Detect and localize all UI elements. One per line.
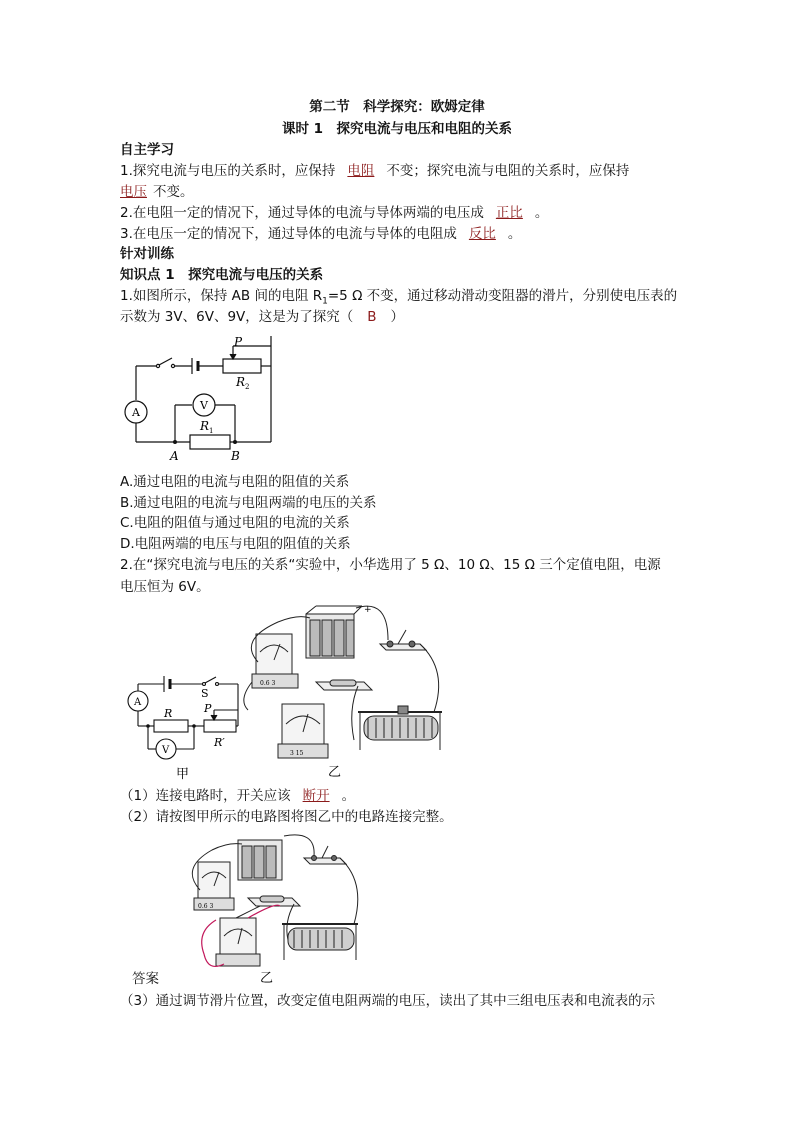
resistor-label: R <box>164 707 173 720</box>
switch-label: S <box>201 687 209 700</box>
problem-2-sub-1: （1）连接电路时，开关应该 断开 。 <box>120 788 356 804</box>
rheostat-label: R′ <box>214 736 225 749</box>
section-self-study: 自主学习 <box>120 142 174 158</box>
answer-blank: 反比 <box>468 226 496 242</box>
plus-sign: + <box>364 605 372 615</box>
slider-label: P <box>204 702 212 715</box>
option-c: C.电阻的阻值与通过电阻的电流的关系 <box>120 515 350 531</box>
knowledge-point-1: 知识点 1 探究电流与电压的关系 <box>120 267 324 283</box>
question-3: 3.在电压一定的情况下，通过导体的电流与导体的电阻成 反比 。 <box>120 226 522 242</box>
label-r1: R <box>200 419 210 433</box>
page-title: 第二节 科学探究：欧姆定律 <box>309 99 485 115</box>
label-p: P <box>234 335 243 349</box>
ammeter-label: A <box>132 406 140 419</box>
point-b-label: B <box>231 449 240 463</box>
answer-choice: B <box>367 309 377 325</box>
point-a-label: A <box>170 449 179 463</box>
answer-blank: 正比 <box>495 205 523 221</box>
problem-2-line-2: 电压恒为 6V。 <box>120 579 210 595</box>
question-1-line-1: 1.探究电流与电压的关系时，应保持 电阻 不变；探究电流与电阻的关系时，应保持 <box>120 163 630 179</box>
answer-equipment-picture <box>176 832 376 987</box>
caption-yi: 乙 <box>328 765 342 780</box>
option-d: D.电阻两端的电压与电阻的阻值的关系 <box>120 536 351 552</box>
label-r2-sub: 2 <box>245 383 250 391</box>
option-a: A.通过电阻的电流与电阻的阻值的关系 <box>120 474 350 490</box>
caption-jia: 甲 <box>176 767 190 782</box>
option-b: B.通过电阻的电流与电阻两端的电压的关系 <box>120 495 377 511</box>
question-2: 2.在电阻一定的情况下，通过导体的电流与导体两端的电压成 正比 。 <box>120 205 549 221</box>
label-r2: R <box>236 375 246 389</box>
caption-yi: 乙 <box>260 971 274 986</box>
voltmeter-label: V <box>200 399 208 412</box>
voltmeter-label: V <box>162 745 170 756</box>
section-training: 针对训练 <box>120 246 174 262</box>
problem-2-sub-3: （3）通过调节滑片位置，改变定值电阻两端的电压，读出了其中三组电压表和电流表的示 <box>120 993 656 1009</box>
answer-blank: 断开 <box>302 788 330 804</box>
voltmeter-scale: 3 15 <box>290 750 304 757</box>
equipment-picture-yi <box>238 600 458 785</box>
problem-2-line-1: 2.在“探究电流与电压的关系“实验中，小华选用了 5 Ω、10 Ω、15 Ω 三个定值电阻，电源 <box>120 557 661 573</box>
answer-blank: 电阻 <box>347 163 375 179</box>
problem-1-line-2: 示数为 3V、6V、9V，这是为了探究（ B ） <box>120 309 405 325</box>
ammeter-scale: 0.6 3 <box>260 680 276 687</box>
problem-1-line-1: 1.如图所示，保持 AB 间的电阻 $R_1=5$ Ω 不变，通过移动滑动变阻器的滑片，分别使电压表的 <box>120 288 678 307</box>
circuit-diagram-1 <box>120 330 290 465</box>
problem-2-sub-2: （2）请按图甲所示的电路图将图乙中的电路连接完整。 <box>120 809 453 825</box>
circuit-diagram-jia <box>124 664 254 784</box>
question-1-line-2: 电压 不变。 <box>120 184 194 200</box>
answer-label: 答案 <box>132 971 159 987</box>
ammeter-label: A <box>134 697 142 708</box>
label-r1-sub: 1 <box>209 427 214 435</box>
ammeter-scale: 0.6 3 <box>198 903 214 910</box>
answer-blank: 电压 <box>120 184 147 200</box>
page-subtitle: 课时 1 探究电流与电压和电阻的关系 <box>281 121 513 137</box>
